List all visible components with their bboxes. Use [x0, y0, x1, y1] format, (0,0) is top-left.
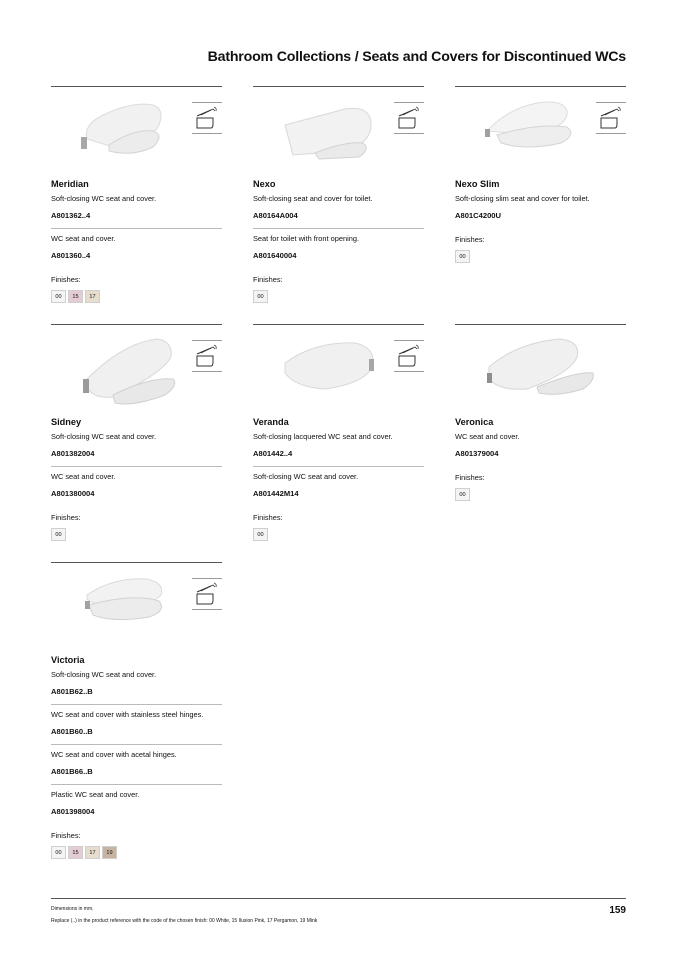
- product-variant: [51, 744, 222, 777]
- soft-close-lid-icon: [192, 578, 222, 610]
- product-variant: [253, 191, 424, 221]
- product-card: [455, 324, 626, 501]
- variant-reference: A801B62..B: [51, 687, 93, 696]
- finish-swatch: 17: [85, 290, 100, 303]
- product-visual: [253, 325, 424, 411]
- product-card: [455, 86, 626, 263]
- product-name: Sidney: [51, 417, 82, 427]
- variant-description: WC seat and cover with stainless steel hinges.: [51, 710, 204, 719]
- toilet-seat-image: [275, 95, 395, 163]
- finish-swatch: 15: [68, 290, 83, 303]
- variant-description: WC seat and cover.: [51, 234, 116, 243]
- variant-description: WC seat and cover.: [455, 432, 520, 441]
- finish-swatch: 00: [253, 290, 268, 303]
- finish-swatch: 00: [51, 846, 66, 859]
- variant-description: Plastic WC seat and cover.: [51, 790, 140, 799]
- variant-description: Soft-closing lacquered WC seat and cover.: [253, 432, 393, 441]
- variant-description: WC seat and cover.: [51, 472, 116, 481]
- toilet-seat-image: [73, 333, 193, 409]
- product-variant: [51, 228, 222, 261]
- variant-reference: A801B66..B: [51, 767, 93, 776]
- product-visual: [455, 87, 626, 173]
- soft-close-lid-icon: [192, 340, 222, 372]
- variant-reference: A801398004: [51, 807, 95, 816]
- variant-reference: A801C4200U: [455, 211, 502, 220]
- product-variant: [51, 429, 222, 459]
- finishes-label: Finishes:: [51, 513, 81, 522]
- product-variant: [51, 704, 222, 737]
- product-name: Victoria: [51, 655, 85, 665]
- finishes-label: Finishes:: [455, 235, 485, 244]
- toilet-seat-image: [73, 95, 193, 163]
- finish-swatches: [51, 846, 222, 859]
- product-variant: [51, 784, 222, 817]
- variant-description: WC seat and cover with acetal hinges.: [51, 750, 177, 759]
- variant-reference: A801379004: [455, 449, 499, 458]
- product-visual: [253, 87, 424, 173]
- product-variant: [51, 466, 222, 499]
- product-variant: [455, 191, 626, 221]
- product-card: [253, 86, 424, 303]
- soft-close-lid-icon: [394, 340, 424, 372]
- footer-dimensions-note: Dimensions in mm.: [51, 906, 94, 912]
- finishes-label: Finishes:: [51, 275, 81, 284]
- footer-finish-note: Replace (..) in the product reference with the code of the chosen finish: 00 White, 15 Ilusion Pink, 17 Pergamon, 19 Mink: [51, 918, 318, 924]
- product-visual: [51, 325, 222, 411]
- variant-reference: A801380004: [51, 489, 95, 498]
- variant-reference: A801362..4: [51, 211, 91, 220]
- product-visual: [51, 563, 222, 649]
- finish-swatches: [51, 528, 222, 541]
- variant-description: Soft-closing seat and cover for toilet.: [253, 194, 373, 203]
- variant-reference: A801442..4: [253, 449, 293, 458]
- product-name: Nexo Slim: [455, 179, 500, 189]
- variant-description: Soft-closing WC seat and cover.: [51, 194, 157, 203]
- product-name: Meridian: [51, 179, 89, 189]
- soft-close-lid-icon: [192, 102, 222, 134]
- finish-swatches: [455, 488, 626, 501]
- variant-reference: A801B60..B: [51, 727, 93, 736]
- finish-swatch: 00: [51, 290, 66, 303]
- product-card: [51, 324, 222, 541]
- toilet-seat-image: [477, 95, 597, 163]
- product-name: Veronica: [455, 417, 494, 427]
- finish-swatches: [253, 290, 424, 303]
- finishes-label: Finishes:: [51, 831, 81, 840]
- toilet-seat-image: [477, 333, 597, 401]
- finish-swatches: [455, 250, 626, 263]
- variant-reference: A801640004: [253, 251, 297, 260]
- finish-swatches: [51, 290, 222, 303]
- product-card: [253, 324, 424, 541]
- page-number: 159: [609, 905, 626, 916]
- variant-reference: A80164A004: [253, 211, 298, 220]
- finish-swatch: 00: [51, 528, 66, 541]
- variant-reference: A801360..4: [51, 251, 91, 260]
- product-variant: [253, 429, 424, 459]
- product-variant: [51, 191, 222, 221]
- finish-swatch: 15: [68, 846, 83, 859]
- variant-reference: A801382004: [51, 449, 95, 458]
- toilet-seat-image: [73, 571, 193, 631]
- variant-description: Soft-closing WC seat and cover.: [51, 670, 157, 679]
- soft-close-lid-icon: [596, 102, 626, 134]
- product-variant: [253, 466, 424, 499]
- finish-swatch: 19: [102, 846, 117, 859]
- product-visual: [455, 325, 626, 411]
- product-variant: [51, 667, 222, 697]
- page-title: Bathroom Collections / Seats and Covers for Discontinued WCs: [207, 49, 626, 65]
- finish-swatch: 00: [455, 488, 470, 501]
- variant-description: Soft-closing slim seat and cover for toilet.: [455, 194, 590, 203]
- footer-divider: [51, 898, 626, 899]
- finish-swatch: 00: [253, 528, 268, 541]
- product-card: [51, 86, 222, 303]
- finishes-label: Finishes:: [455, 473, 485, 482]
- finishes-label: Finishes:: [253, 275, 283, 284]
- variant-description: Seat for toilet with front opening.: [253, 234, 359, 243]
- finish-swatch: 17: [85, 846, 100, 859]
- variant-reference: A801442M14: [253, 489, 299, 498]
- product-name: Veranda: [253, 417, 289, 427]
- finish-swatches: [253, 528, 424, 541]
- product-variant: [253, 228, 424, 261]
- finishes-label: Finishes:: [253, 513, 283, 522]
- product-variant: [455, 429, 626, 459]
- variant-description: Soft-closing WC seat and cover.: [253, 472, 359, 481]
- toilet-seat-image: [275, 333, 395, 401]
- finish-swatch: 00: [455, 250, 470, 263]
- product-card: [51, 562, 222, 859]
- soft-close-lid-icon: [394, 102, 424, 134]
- variant-description: Soft-closing WC seat and cover.: [51, 432, 157, 441]
- product-name: Nexo: [253, 179, 276, 189]
- product-visual: [51, 87, 222, 173]
